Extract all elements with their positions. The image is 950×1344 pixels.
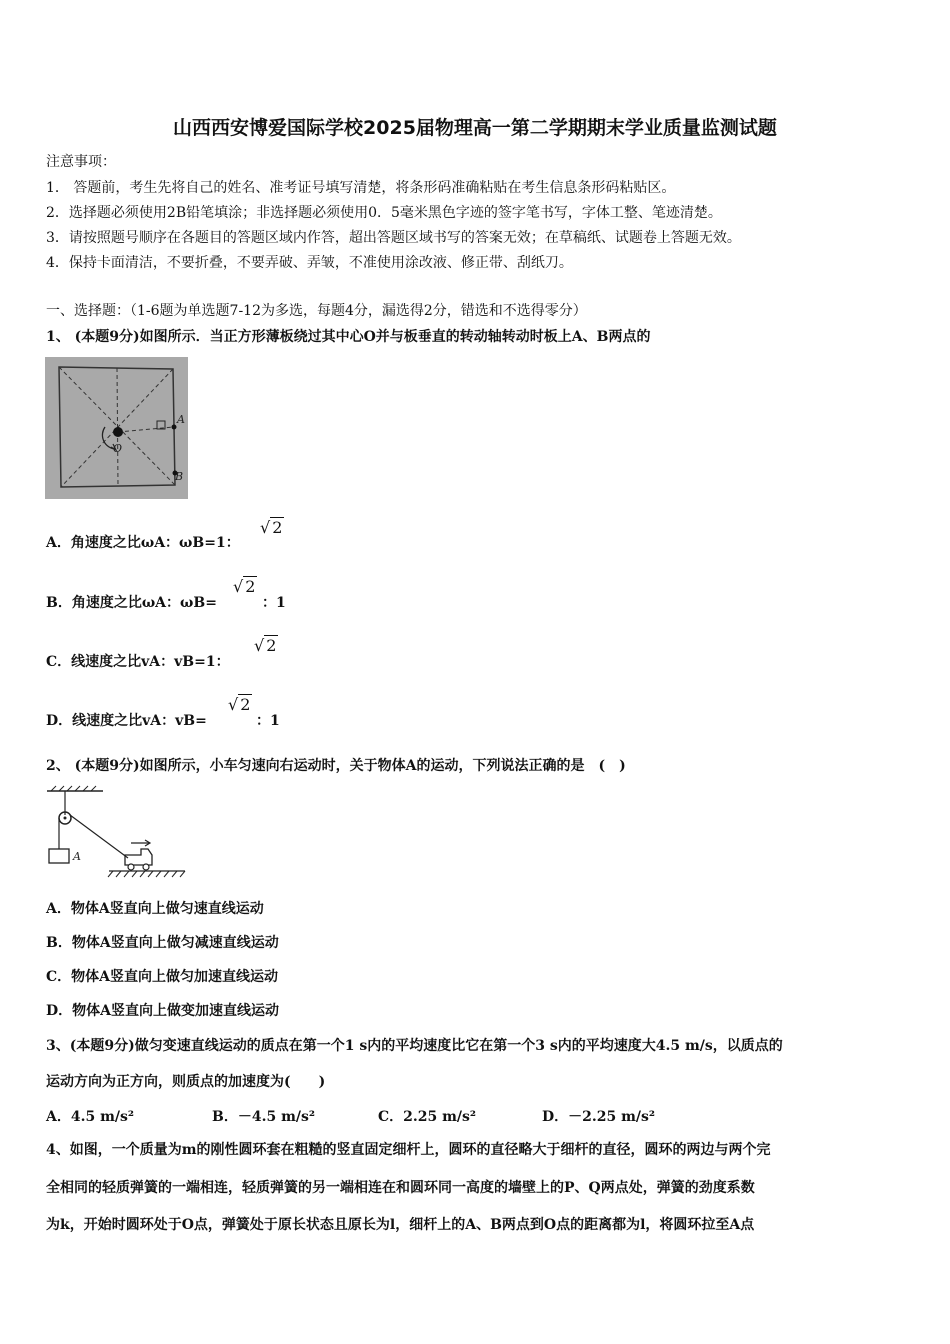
notice-item: 1． 答题前，考生先将自己的姓名、准考证号填写清楚，将条形码准确粘贴在考生信息条形码粘贴区。 [46, 180, 676, 196]
question-2-stem: 2、 (本题9分)如图所示，小车匀速向右运动时，关于物体A的运动，下列说法正确的是 ( ) [46, 758, 626, 774]
q3-option-b[interactable]: B．－4.5 m/s² [212, 1109, 316, 1125]
q1-option-d-text: D．线速度之比vA：vB= [46, 713, 207, 729]
q1-option-a-text: A．角速度之比ωA：ωB=1： [46, 535, 240, 551]
notice-item: 4．保持卡面清洁，不要折叠，不要弄破、弄皱，不准使用涂改液、修正带、刮纸刀。 [46, 255, 573, 271]
q1-option-b-tail: ：1 [262, 595, 286, 611]
section-heading: 一、选择题：（1-6题为单选题7-12为多选，每题4分，漏选得2分，错选和不选得零分） [46, 303, 587, 319]
q1-option-b[interactable] [46, 592, 217, 612]
question-4-line-1: 4、如图，一个质量为m的刚性圆环套在粗糙的竖直固定细杆上，圆环的直径略大于细杆的直径，圆环的两边与两个完 [46, 1142, 771, 1158]
page-title: 山西西安博爱国际学校2025届物理高一第二学期期末学业质量监测试题 [173, 117, 777, 139]
q1-option-a[interactable] [46, 532, 240, 552]
notice-heading: 注意事项： [46, 154, 116, 170]
center-o-label: O [113, 442, 123, 455]
pulley-cart-figure [45, 785, 190, 882]
notice-item: 3．请按照题号顺序在各题目的答题区域内作答，超出答题区域书写的答案无效；在草稿纸、试题卷上答题无效。 [46, 230, 741, 246]
q1-option-d[interactable] [46, 710, 207, 730]
q1-option-b-text: B．角速度之比ωA：ωB= [46, 595, 217, 611]
q2-option-d[interactable]: D．物体A竖直向上做变加速直线运动 [46, 1003, 280, 1019]
notice-item: 2．选择题必须使用2B铅笔填涂；非选择题必须使用0．5毫米黑色字迹的签字笔书写，字体工整、笔迹清楚。 [46, 205, 722, 221]
point-b-label: B [175, 470, 184, 483]
sqrt-symbol: √ 2 [260, 518, 283, 537]
q3-option-c[interactable]: C．2.25 m/s² [378, 1109, 477, 1125]
rotating-plate-figure [45, 357, 188, 499]
q2-option-c[interactable]: C．物体A竖直向上做匀加速直线运动 [46, 969, 279, 985]
q1-option-d-tail: ：1 [256, 713, 280, 729]
q1-option-c-text: C．线速度之比vA：vB=1： [46, 654, 230, 670]
sqrt-symbol: √ 2 [233, 577, 256, 596]
sqrt-symbol: √ 2 [254, 636, 277, 655]
question-3-stem-cont: 运动方向为正方向，则质点的加速度为( ) [46, 1074, 326, 1090]
question-1-stem: 1、 (本题9分)如图所示．当正方形薄板绕过其中心O并与板垂直的转动轴转动时板上A、B两点的 [46, 329, 651, 345]
q3-option-a[interactable]: A．4.5 m/s² [46, 1109, 135, 1125]
question-4-line-3: 为k，开始时圆环处于O点，弹簧处于原长状态且原长为l，细杆上的A、B两点到O点的距离都为l，将圆环拉至A点 [46, 1217, 755, 1233]
q3-option-d[interactable]: D．－2.25 m/s² [542, 1109, 656, 1125]
question-4-line-2: 全相同的轻质弹簧的一端相连，轻质弹簧的另一端相连在和圆环同一高度的墙壁上的P、Q两点处，弹簧的劲度系数 [46, 1180, 755, 1196]
point-a-label: A [177, 413, 185, 426]
q2-option-a[interactable]: A．物体A竖直向上做匀速直线运动 [46, 901, 264, 917]
q2-option-b[interactable]: B．物体A竖直向上做匀减速直线运动 [46, 935, 279, 951]
sqrt-symbol: √ 2 [228, 695, 251, 714]
object-a-label: A [73, 850, 81, 863]
question-3-stem: 3、(本题9分)做匀变速直线运动的质点在第一个1 s内的平均速度比它在第一个3 s内的平均速度大4.5 m/s，以质点的 [46, 1038, 783, 1054]
q1-option-c[interactable] [46, 651, 230, 671]
